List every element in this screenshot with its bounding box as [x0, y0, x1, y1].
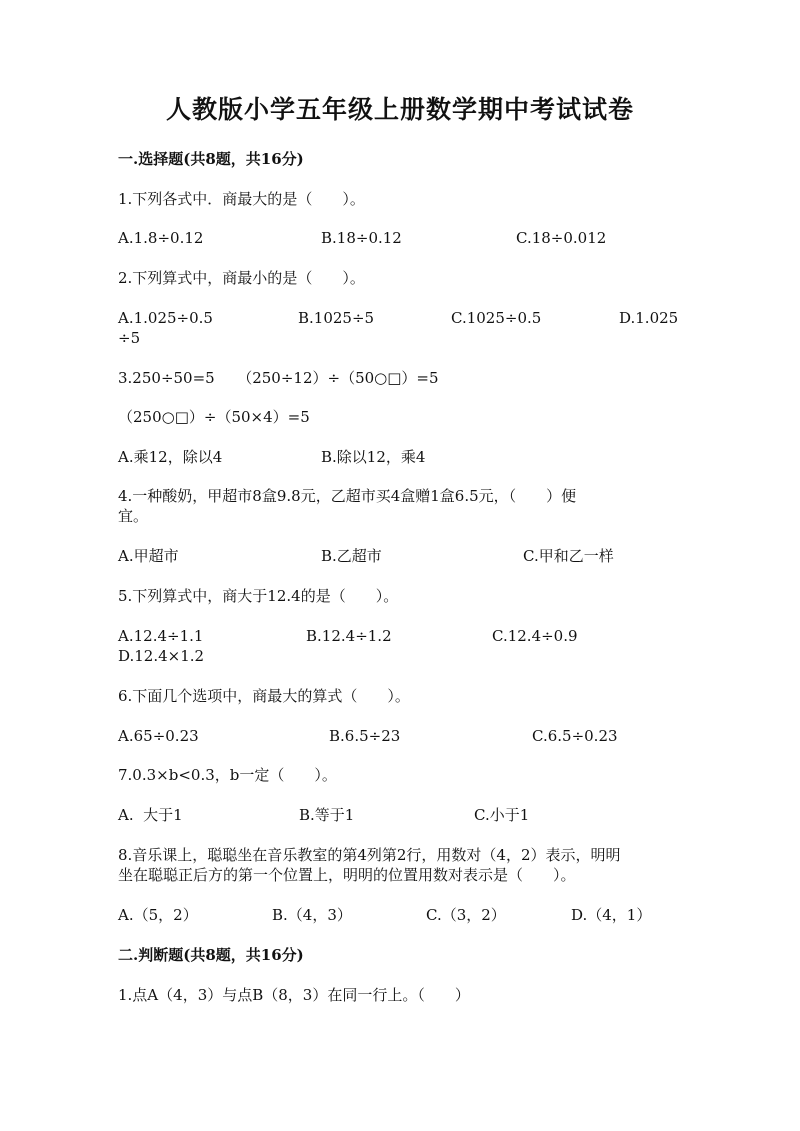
option-c: C.1025÷0.5: [451, 309, 542, 327]
option-b: B.1025÷5: [298, 309, 375, 327]
option-d: D.1.025: [619, 309, 679, 327]
option-a: A.甲超市: [118, 547, 179, 565]
question-stem-line-2: 坐在聪聪正后方的第一个位置上，明明的位置用数对表示是（ ）。: [118, 866, 576, 884]
question-stem: 6.下面几个选项中，商最大的算式（ ）。: [118, 687, 410, 705]
question-stem: 3.250÷50=5 （250÷12）÷（50○□）=5: [118, 369, 439, 387]
option-b: B.18÷0.12: [321, 229, 402, 247]
section-heading-judge: 二.判断题(共8题，共16分): [118, 946, 304, 964]
exam-title: 人教版小学五年级上册数学期中考试试卷: [165, 95, 634, 124]
question-stem: 7.0.3×b<0.3，b一定（ ）。: [118, 766, 337, 784]
option-c: C.6.5÷0.23: [532, 727, 618, 745]
question-stem: 5.下列算式中，商大于12.4的是（ ）。: [118, 587, 399, 605]
option-b: B.6.5÷23: [329, 727, 401, 745]
option-b: B.乙超市: [321, 547, 382, 565]
question-stem: 2.下列算式中，商最小的是（ ）。: [118, 269, 365, 287]
option-c: C.12.4÷0.9: [492, 627, 578, 645]
option-c: C.小于1: [474, 806, 530, 824]
question-stem: 4.一种酸奶，甲超市8盒9.8元，乙超市买4盒赠1盒6.5元，（ ）便: [118, 487, 577, 505]
option-c: C.甲和乙一样: [523, 547, 614, 565]
option-b: B.等于1: [299, 806, 355, 824]
question-stem-line-2: （250○□）÷（50×4）=5: [118, 408, 310, 426]
option-c: C.18÷0.012: [516, 229, 607, 247]
option-b: B.除以12，乘4: [321, 448, 426, 466]
option-d-continuation: ÷5: [118, 329, 141, 347]
option-a: A.（5，2）: [118, 906, 198, 924]
option-a: A.12.4÷1.1: [118, 627, 204, 645]
section-heading-choice: 一.选择题(共8题，共16分): [118, 150, 304, 168]
option-b: B.12.4÷1.2: [306, 627, 392, 645]
option-d: D.（4，1）: [571, 906, 652, 924]
option-a: A.乘12，除以4: [118, 448, 223, 466]
option-a: A.1.8÷0.12: [118, 229, 204, 247]
judge-question-stem: 1.点A（4，3）与点B（8，3）在同一行上。（ ）: [118, 986, 470, 1004]
option-d: D.12.4×1.2: [118, 647, 205, 665]
option-a: A.65÷0.23: [118, 727, 199, 745]
option-a: A. 大于1: [118, 806, 183, 824]
question-stem-line-2: 宜。: [118, 507, 149, 525]
question-stem: 8.音乐课上，聪聪坐在音乐教室的第4列第2行，用数对（4，2）表示，明明: [118, 846, 621, 864]
option-b: B.（4，3）: [272, 906, 352, 924]
question-stem: 1.下列各式中．商最大的是（ ）。: [118, 190, 365, 208]
option-a: A.1.025÷0.5: [118, 309, 213, 327]
option-c: C.（3，2）: [426, 906, 506, 924]
